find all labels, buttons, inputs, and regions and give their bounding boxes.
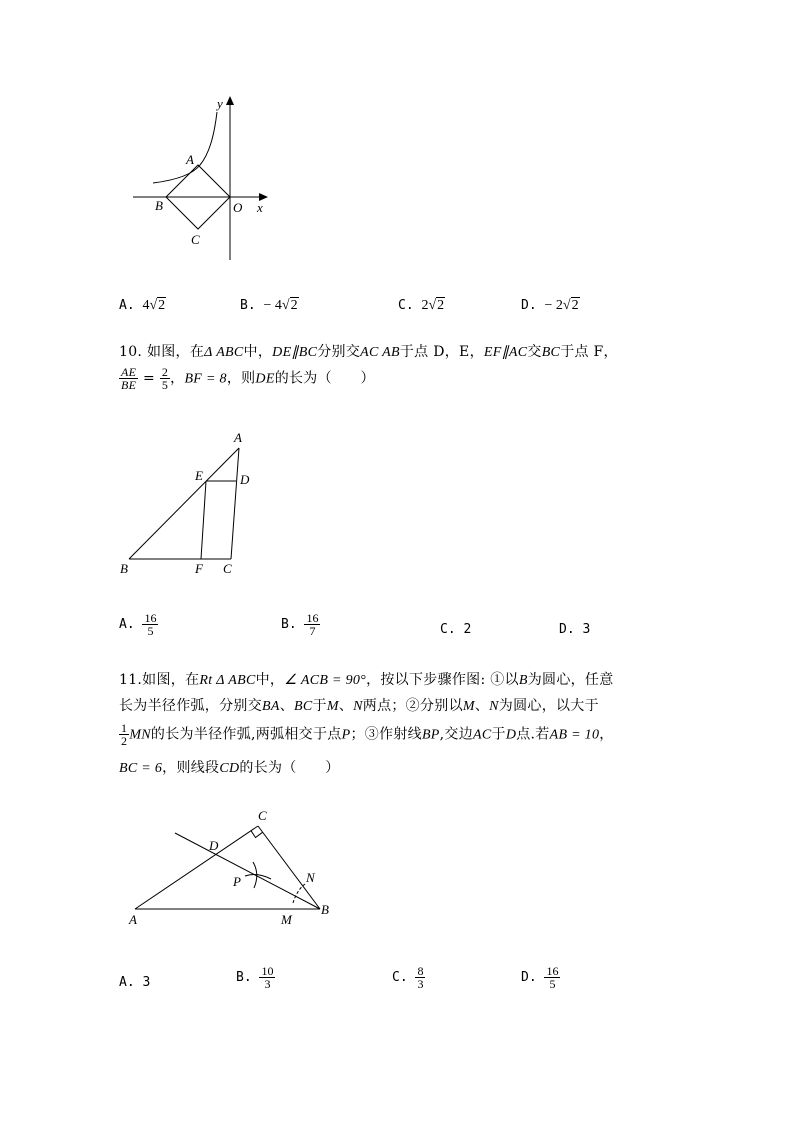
hyperbola-curve (153, 112, 217, 183)
q11-figure (125, 802, 345, 932)
option-letter: B. (240, 298, 256, 313)
q11-line-3: $\frac{1}{2}$ MN的长为半径作弧,两弧相交于点P；③作射线BP,交边AC于D点.若AB = 10， (121, 721, 614, 748)
sqrt-icon: √ (149, 298, 158, 313)
label-b: B (321, 902, 329, 917)
q9-option-b[interactable]: B. − 4√2 (240, 298, 298, 313)
q9-figure (125, 92, 275, 267)
label-x: x (257, 200, 263, 215)
sqrt-icon: √ (281, 298, 290, 313)
label-m: M (281, 912, 292, 927)
segment-ab (129, 448, 239, 559)
half-fraction: $\frac{1}{2}$ (121, 721, 128, 748)
label-n: N (306, 870, 315, 885)
sqrt-icon: √ (562, 298, 571, 313)
q11-option-c[interactable]: C. $\frac{8}{3}$ (392, 964, 424, 991)
option-letter: B. (236, 970, 252, 985)
q9-option-a[interactable]: A. 4√2 (119, 298, 166, 313)
q9-option-c[interactable]: C. 2√2 (398, 298, 445, 313)
label-b: B (120, 561, 128, 576)
option-letter: C. (440, 622, 456, 637)
option-letter: B. (281, 617, 297, 632)
label-c: C (191, 232, 200, 247)
label-a: A (234, 430, 242, 445)
option-letter: D. (521, 298, 537, 313)
q11-line-2: 长为半径作弧，分别交BA、BC于M、N两点；②分别以M、N为圆心，以大于 (119, 698, 599, 714)
sqrt-icon: √ (428, 298, 437, 313)
q10-option-a[interactable]: A. $\frac{16}{5}$ (119, 611, 157, 638)
label-f: F (195, 561, 203, 576)
segment-ac (135, 826, 258, 909)
label-d: D (240, 472, 250, 487)
q11-option-d[interactable]: D. $\frac{16}{5}$ (521, 964, 559, 991)
q10-figure (115, 428, 265, 578)
segment-ef (201, 481, 206, 559)
q10-line-2: $\frac{AE}{BE}$ = $\frac{2}{5}$ ，BF = 8，则DE的长为（ ） (121, 365, 375, 392)
ratio-value: $\frac{2}{5}$ (161, 365, 169, 392)
segment-bc (258, 826, 320, 909)
option-letter: A. (119, 298, 135, 313)
q10-option-c[interactable]: C. 2 (440, 622, 472, 637)
label-a: A (186, 152, 194, 167)
option-letter: D. (521, 970, 537, 985)
question-number: 10. (119, 344, 143, 360)
label-b: B (155, 198, 163, 213)
q10-option-d[interactable]: D. 3 (559, 622, 591, 637)
ray-bp (175, 833, 320, 909)
label-e: E (195, 468, 203, 483)
q11-option-b[interactable]: B. $\frac{10}{3}$ (236, 964, 274, 991)
q10-option-b[interactable]: B. $\frac{16}{7}$ (281, 611, 319, 638)
y-axis-arrow (226, 96, 234, 105)
option-letter: A. (119, 617, 135, 632)
option-letter: A. (119, 975, 135, 990)
label-d: D (209, 838, 219, 853)
option-letter: C. (398, 298, 414, 313)
label-a: A (129, 912, 137, 927)
q11-line-1: 11.如图，在Rt Δ ABC中，∠ ACB = 90°，按以下步骤作图: ①以B为圆心，任意 (119, 672, 614, 688)
label-c: C (258, 808, 267, 823)
option-letter: D. (559, 622, 575, 637)
label-p: P (233, 874, 241, 889)
option-letter: C. (392, 970, 408, 985)
q9-option-d[interactable]: D. − 2√2 (521, 298, 579, 313)
segment-ac (231, 448, 239, 559)
right-angle-mark (251, 831, 263, 838)
label-c: C (223, 561, 232, 576)
q11-line-4: BC = 6，则线段CD的长为（ ） (119, 760, 340, 776)
label-y: y (217, 96, 223, 111)
label-o: O (233, 200, 243, 215)
q11-option-a[interactable]: A. 3 (119, 975, 151, 990)
q10-line-1: 10. 如图，在Δ ABC中，DE∥BC分别交AC AB于点 D，E，EF∥AC交BC于点 F， (119, 344, 618, 360)
ratio-fraction: $\frac{AE}{BE}$ (121, 365, 137, 392)
question-number: 11. (119, 672, 143, 688)
